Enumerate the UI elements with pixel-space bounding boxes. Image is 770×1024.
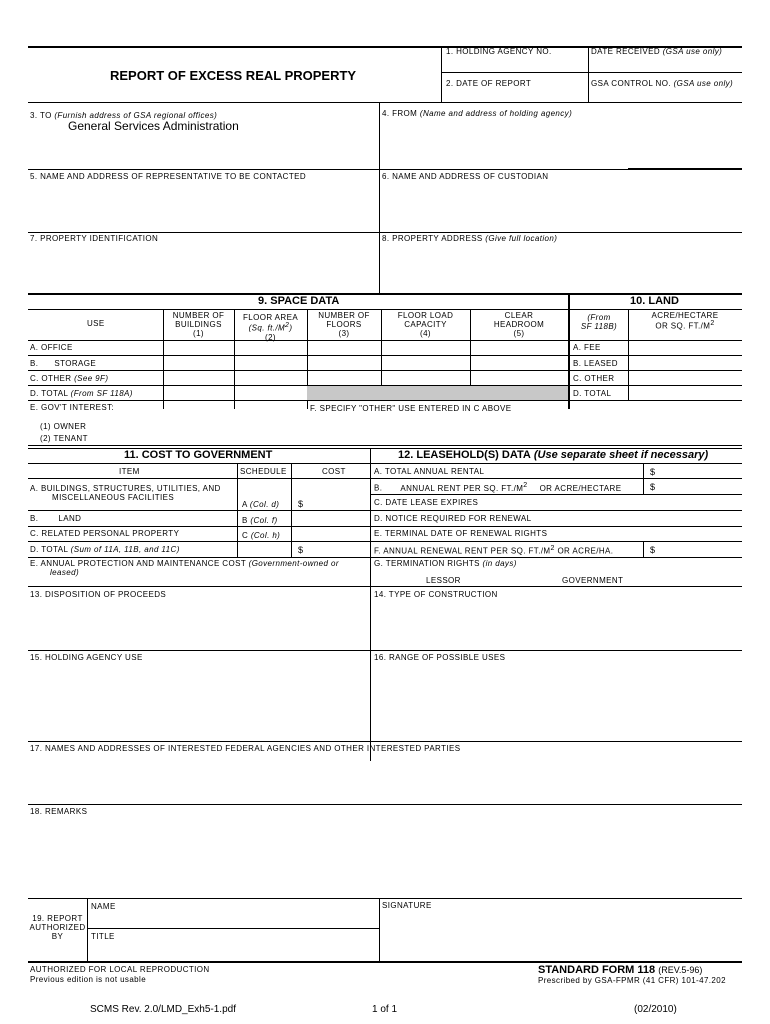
divider bbox=[28, 445, 742, 446]
divider bbox=[28, 478, 370, 479]
title-label: TITLE bbox=[91, 932, 115, 941]
divider bbox=[28, 463, 742, 464]
representative-label: 5. NAME AND ADDRESS OF REPRESENTATIVE TO BE CONTACTED bbox=[30, 172, 307, 181]
divider bbox=[643, 463, 644, 494]
lessor-label: LESSOR bbox=[426, 576, 461, 585]
terminal-date-field[interactable] bbox=[560, 527, 740, 540]
leasehold-title: 12. LEASEHOLD(S) DATA (Use separate sheet if necessary) bbox=[398, 449, 709, 461]
title-field[interactable] bbox=[120, 930, 376, 959]
revision-date: (02/2010) bbox=[634, 1004, 677, 1015]
date-of-report-label: 2. DATE OF REPORT bbox=[446, 79, 532, 88]
lease-b-dollar: $ bbox=[650, 482, 656, 492]
holding-agency-no-field[interactable] bbox=[442, 56, 587, 71]
from-label: 4. FROM (Name and address of holding agency) bbox=[382, 109, 573, 118]
divider bbox=[441, 72, 742, 73]
land-other-field[interactable] bbox=[629, 371, 741, 384]
land-total-field[interactable] bbox=[629, 386, 741, 399]
divider bbox=[28, 102, 742, 103]
page-number: 1 of 1 bbox=[372, 1004, 398, 1015]
schedule-b: B (Col. f) bbox=[242, 516, 278, 525]
to-label: 3. TO (Furnish address of GSA regional offices) bbox=[30, 111, 218, 120]
cost-e-label: E. ANNUAL PROTECTION AND MAINTENANCE COST (Government-owned or leased) bbox=[30, 559, 339, 578]
land-fee-field[interactable] bbox=[629, 341, 741, 354]
cost-c-field[interactable] bbox=[292, 527, 368, 540]
office-floor-area-field[interactable] bbox=[235, 341, 306, 354]
property-address-label: 8. PROPERTY ADDRESS (Give full location) bbox=[382, 234, 558, 243]
divider bbox=[28, 804, 742, 805]
divider bbox=[28, 309, 568, 310]
lease-c-label: C. DATE LEASE EXPIRES bbox=[374, 498, 479, 507]
custodian-label: 6. NAME AND ADDRESS OF CUSTODIAN bbox=[382, 172, 549, 181]
row-office: A. OFFICE bbox=[30, 343, 73, 352]
disposition-label: 13. DISPOSITION OF PROCEEDS bbox=[30, 590, 167, 599]
storage-buildings-field[interactable] bbox=[164, 356, 233, 369]
divider bbox=[379, 102, 380, 294]
divider bbox=[570, 309, 742, 310]
divider bbox=[379, 898, 380, 961]
date-of-report-field[interactable] bbox=[442, 88, 587, 101]
total-buildings-field[interactable] bbox=[164, 386, 233, 399]
holding-agency-use-field[interactable] bbox=[30, 665, 366, 739]
name-label: NAME bbox=[91, 902, 116, 911]
renewal-rent-field[interactable] bbox=[660, 542, 740, 556]
cost-header: COST bbox=[322, 467, 346, 476]
divider bbox=[87, 928, 379, 929]
other-buildings-field[interactable] bbox=[164, 371, 233, 384]
land-title: 10. LAND bbox=[630, 295, 679, 307]
office-buildings-field[interactable] bbox=[164, 341, 233, 354]
shaded-cell bbox=[307, 386, 568, 400]
date-lease-expires-field[interactable] bbox=[560, 495, 740, 509]
property-address-field[interactable] bbox=[384, 246, 740, 292]
interested-parties-label: 17. NAMES AND ADDRESSES OF INTERESTED FEDERAL AGENCIES AND OTHER INTERESTED PARTIES bbox=[30, 744, 461, 753]
government-label: GOVERNMENT bbox=[562, 576, 624, 585]
previous-edition-note: Previous edition is not usable bbox=[30, 975, 147, 984]
floor-area-header: FLOOR AREA (Sq. $ft./M^2$) (2) bbox=[242, 313, 299, 343]
cost-d-field[interactable] bbox=[305, 542, 368, 556]
possible-uses-field[interactable] bbox=[374, 665, 740, 739]
disposition-field[interactable] bbox=[30, 602, 366, 648]
land-fee: A. FEE bbox=[573, 343, 601, 352]
divider bbox=[588, 46, 589, 102]
use-header: USE bbox=[87, 319, 105, 328]
name-field[interactable] bbox=[120, 900, 376, 926]
notice-required-field[interactable] bbox=[560, 511, 740, 525]
lease-a-label: A. TOTAL ANNUAL RENTAL bbox=[374, 467, 485, 476]
row-storage: B. STORAGE bbox=[30, 359, 97, 368]
divider bbox=[28, 232, 742, 233]
cost-a-field[interactable] bbox=[305, 480, 368, 509]
cost-b-label: B. LAND bbox=[30, 514, 82, 523]
item-header: ITEM bbox=[119, 467, 140, 476]
gsa-address-value: General Services Administration bbox=[68, 119, 239, 133]
cost-d-label: D. TOTAL (Sum of 11A, 11B, and 11C) bbox=[30, 545, 180, 554]
cost-d-dollar: $ bbox=[298, 545, 304, 555]
schedule-a: A (Col. d) bbox=[242, 500, 280, 509]
file-name: SCMS Rev. 2.0/LMD_Exh5-1.pdf bbox=[90, 1004, 236, 1015]
headroom-header: CLEAR HEADROOM (5) bbox=[493, 311, 545, 339]
holding-agency-no-label: 1. HOLDING AGENCY NO. bbox=[446, 47, 552, 56]
divider bbox=[28, 898, 742, 899]
cost-a-dollar: $ bbox=[298, 499, 304, 509]
standard-form-number: STANDARD FORM 118 (REV.5-96) bbox=[538, 964, 703, 976]
owner-label: (1) OWNER bbox=[40, 422, 87, 431]
remarks-field[interactable] bbox=[30, 819, 740, 896]
remarks-label: 18. REMARKS bbox=[30, 807, 88, 816]
divider bbox=[28, 169, 742, 170]
divider bbox=[307, 400, 568, 401]
tenant-label: (2) TENANT bbox=[40, 434, 88, 443]
cost-c-label: C. RELATED PERSONAL PROPERTY bbox=[30, 529, 180, 538]
row-total: D. TOTAL (From SF 118A) bbox=[30, 389, 133, 398]
divider bbox=[87, 898, 88, 961]
signature-label: SIGNATURE bbox=[382, 901, 432, 910]
bottom-border bbox=[28, 961, 742, 963]
total-annual-rental-field[interactable] bbox=[660, 464, 740, 478]
authorized-reproduction: AUTHORIZED FOR LOCAL REPRODUCTION bbox=[30, 965, 210, 974]
cost-title: 11. COST TO GOVERNMENT bbox=[124, 449, 273, 461]
row-govt-interest: E. GOV'T INTEREST: bbox=[30, 403, 115, 412]
report-authorized-label: 19. REPORT AUTHORIZED BY bbox=[29, 914, 86, 942]
lease-e-label: E. TERMINAL DATE OF RENEWAL RIGHTS bbox=[374, 529, 548, 538]
holding-agency-use-label: 15. HOLDING AGENCY USE bbox=[30, 653, 143, 662]
land-from-header: (From SF 118B) bbox=[580, 313, 618, 332]
signature-field[interactable] bbox=[440, 900, 740, 959]
cost-a-label: A. BUILDINGS, STRUCTURES, UTILITIES, AND MISCELLANEOUS FACILITIES bbox=[30, 484, 221, 503]
cost-b-field[interactable] bbox=[292, 511, 368, 525]
lease-d-label: D. NOTICE REQUIRED FOR RENEWAL bbox=[374, 514, 532, 523]
lease-g-label: G. TERMINATION RIGHTS (in days) bbox=[374, 559, 517, 568]
lease-a-dollar: $ bbox=[650, 467, 656, 477]
gsa-control-label: GSA CONTROL NO. (GSA use only) bbox=[591, 79, 734, 88]
lease-b-label: B. ANNUAL RENT PER SQ. $FT./M^2$ OR ACRE/HECTARE bbox=[374, 482, 622, 493]
construction-type-label: 14. TYPE OF CONSTRUCTION bbox=[374, 590, 498, 599]
divider bbox=[28, 586, 742, 587]
floors-header: NUMBER OF FLOORS (3) bbox=[318, 311, 370, 339]
land-total: D. TOTAL bbox=[573, 389, 612, 398]
land-leased-field[interactable] bbox=[629, 356, 741, 369]
land-leased: B. LEASED bbox=[573, 359, 618, 368]
construction-type-field[interactable] bbox=[374, 602, 740, 648]
lease-f-label: F. ANNUAL RENEWAL RENT PER SQ. $FT./M^2$ OR ACRE/HA. bbox=[374, 545, 614, 556]
divider bbox=[28, 650, 742, 651]
prescribed-by: Prescribed by GSA-FPMR (41 CFR) 101-47.202 bbox=[538, 976, 726, 985]
representative-field[interactable] bbox=[30, 184, 376, 230]
possible-uses-label: 16. RANGE OF POSSIBLE USES bbox=[374, 653, 506, 662]
acre-header: ACRE/HECTARE OR SQ. $FT./M^2$ bbox=[651, 311, 719, 331]
property-identification-field[interactable] bbox=[30, 246, 376, 292]
buildings-header: NUMBER OF BUILDINGS (1) bbox=[172, 311, 225, 339]
date-received-label: DATE RECEIVED (GSA use only) bbox=[591, 47, 723, 56]
floor-load-header: FLOOR LOAD CAPACITY (4) bbox=[397, 311, 454, 339]
row-other: C. OTHER (See 9F) bbox=[30, 374, 109, 383]
space-data-title: 9. SPACE DATA bbox=[258, 295, 340, 307]
divider bbox=[28, 557, 370, 558]
divider bbox=[28, 741, 742, 742]
lease-f-dollar: $ bbox=[650, 545, 656, 555]
divider bbox=[643, 541, 644, 557]
specify-other-field[interactable] bbox=[310, 416, 740, 444]
schedule-header: SCHEDULE bbox=[240, 467, 287, 476]
schedule-c: C (Col. h) bbox=[242, 531, 281, 540]
specify-other-label: F. SPECIFY "OTHER" USE ENTERED IN C ABOVE bbox=[310, 404, 512, 413]
divider bbox=[370, 557, 742, 558]
custodian-field[interactable] bbox=[384, 184, 740, 230]
form-title: REPORT OF EXCESS REAL PROPERTY bbox=[110, 68, 357, 83]
property-identification-label: 7. PROPERTY IDENTIFICATION bbox=[30, 234, 159, 243]
interested-parties-field[interactable] bbox=[30, 756, 740, 802]
from-field[interactable] bbox=[384, 122, 740, 167]
annual-rent-per-sqft-field[interactable] bbox=[660, 479, 740, 493]
land-other: C. OTHER bbox=[573, 374, 615, 383]
divider bbox=[568, 293, 570, 409]
